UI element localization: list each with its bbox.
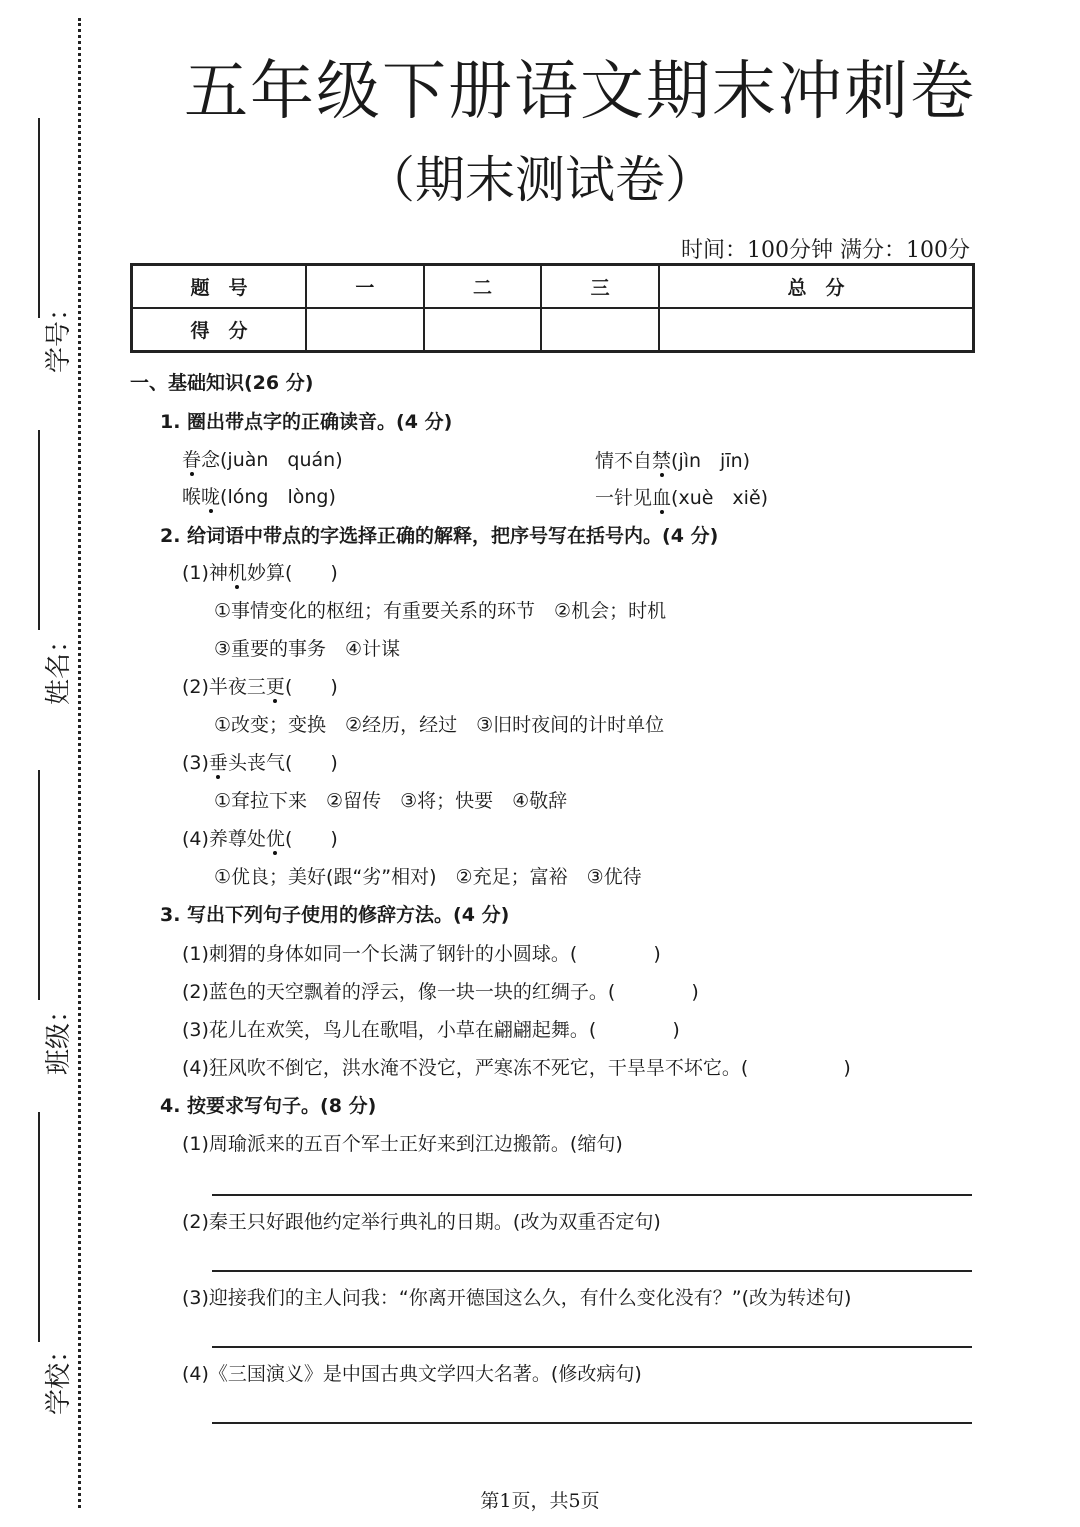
q2-item-2: [182, 672, 338, 699]
score-header-cell: 二: [424, 265, 542, 309]
q2-item-3: [182, 748, 338, 775]
q3-title: 3. 写出下列句子使用的修辞方法。(4 分): [160, 904, 510, 926]
score-table-score-row: [132, 308, 974, 352]
q1-item-text: 情不自: [595, 450, 653, 472]
score-label-cell: 得 分: [132, 308, 307, 352]
score-input-cell[interactable]: [541, 308, 659, 352]
score-input-cell[interactable]: [306, 308, 424, 352]
dotted-char: 优: [265, 828, 285, 850]
class-line: [38, 770, 40, 1000]
school-line: [38, 1112, 40, 1342]
q2-item-text: ( ): [284, 676, 338, 698]
q1-item-text: (lóng lòng): [220, 486, 336, 508]
dotted-char: 眷: [182, 449, 202, 471]
q1-item-2: [595, 446, 750, 473]
q3-item-2: (2)蓝色的天空飘着的浮云，像一块一块的红绸子。( ): [182, 981, 699, 1003]
q1-item-4: [595, 483, 768, 510]
q2-item-2-options: ①改变；变换 ②经历，经过 ③旧时夜间的计时单位: [214, 714, 665, 736]
q2-title: 2. 给词语中带点的字选择正确的解释，把序号写在括号内。(4 分): [160, 525, 719, 547]
q4-title: 4. 按要求写句子。(8 分): [160, 1095, 377, 1117]
dotted-char: 咙: [201, 486, 221, 508]
q1-item-1: [182, 445, 343, 472]
exam-title: 五年级下册语文期末冲刺卷: [184, 55, 976, 129]
q4-item-1: (1)周瑜派来的五百个军士正好来到江边搬箭。(缩句): [182, 1133, 623, 1155]
q1-item-text: (xuè xiě): [671, 487, 769, 509]
q2-item-1-options-a: ①事情变化的枢纽；有重要关系的环节 ②机会；时机: [214, 600, 667, 622]
q1-item-text: 喉: [182, 486, 202, 508]
q2-item-1-options-b: ③重要的事务 ④计谋: [214, 638, 401, 660]
student-id-line: [38, 118, 40, 318]
q2-item-4-options: ①优良；美好(跟“劣”相对) ②充足；富裕 ③优待: [214, 866, 642, 888]
q4-item-2: (2)秦王只好跟他约定举行典礼的日期。(改为双重否定句): [182, 1211, 661, 1233]
page-footer: 第1页，共5页: [480, 1490, 600, 1512]
q1-item-text: 一针见: [595, 487, 653, 509]
q2-item-text: (2)半夜三: [182, 676, 266, 698]
q4-item-3: (3)迎接我们的主人问我：“你离开德国这么久，有什么变化没有？”(改为转述句): [182, 1287, 852, 1309]
answer-line[interactable]: [212, 1270, 972, 1272]
score-input-cell[interactable]: [424, 308, 542, 352]
exam-meta: 时间：100分钟 满分：100分: [681, 238, 970, 263]
dotted-char: 更: [265, 676, 285, 698]
answer-line[interactable]: [212, 1194, 972, 1196]
name-label: 姓名：: [44, 627, 74, 706]
section-1-title: 一、基础知识(26 分): [130, 372, 314, 394]
q3-item-4: (4)狂风吹不倒它，洪水淹不没它，严寒冻不死它，干旱旱不坏它。( ): [182, 1057, 851, 1079]
cut-line: [78, 18, 81, 1508]
name-line: [38, 430, 40, 630]
dotted-char: 垂: [208, 752, 228, 774]
dotted-char: 血: [652, 487, 672, 509]
dotted-char: 机: [227, 562, 247, 584]
q2-item-text: 头丧气( ): [227, 752, 338, 774]
q2-item-text: (1)神: [182, 562, 228, 584]
q1-item-3: [182, 482, 336, 509]
q1-title: 1. 圈出带点字的正确读音。(4 分): [160, 411, 453, 433]
answer-line[interactable]: [212, 1346, 972, 1348]
q1-item-text: 念(juàn quán): [201, 449, 343, 471]
class-label: 班级：: [44, 997, 74, 1076]
q2-item-text: 妙算( ): [246, 562, 338, 584]
q4-item-4: (4)《三国演义》是中国古典文学四大名著。(修改病句): [182, 1363, 642, 1385]
q2-item-text: (3): [182, 752, 209, 774]
q2-item-text: ( ): [284, 828, 338, 850]
score-input-cell[interactable]: [659, 308, 974, 352]
q2-item-1: [182, 558, 338, 585]
q2-item-3-options: ①耷拉下来 ②留传 ③将；快要 ④敬辞: [214, 790, 568, 812]
q2-item-text: (4)养尊处: [182, 828, 266, 850]
score-header-cell: 总 分: [659, 265, 974, 309]
answer-line[interactable]: [212, 1422, 972, 1424]
q3-item-3: (3)花儿在欢笑，鸟儿在歌唱，小草在翩翩起舞。( ): [182, 1019, 680, 1041]
score-table-header-row: [132, 265, 974, 309]
student-id-label: 学号：: [44, 295, 74, 374]
school-label: 学校：: [44, 1337, 74, 1416]
score-table: [130, 263, 975, 353]
binding-margin: [0, 0, 100, 1527]
q1-item-text: (jìn jīn): [671, 450, 751, 472]
q3-item-1: (1)刺猬的身体如同一个长满了钢针的小圆球。( ): [182, 943, 661, 965]
score-header-cell: 题 号: [132, 265, 307, 309]
score-header-cell: 一: [306, 265, 424, 309]
dotted-char: 禁: [652, 450, 672, 472]
exam-subtitle: （期末测试卷）: [365, 151, 715, 209]
q2-item-4: [182, 824, 338, 851]
score-header-cell: 三: [541, 265, 659, 309]
